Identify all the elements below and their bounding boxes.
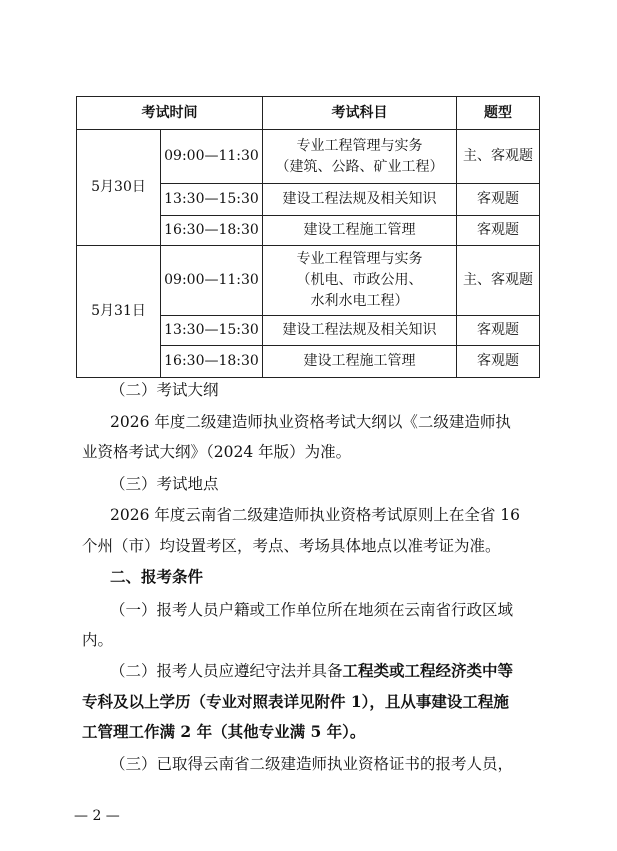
subject-line: 专业工程管理与实务 — [296, 251, 423, 267]
condition1-line1: （一）报考人员户籍或工作单位所在地须在云南省行政区域 — [110, 601, 514, 619]
subject-cell: 建设工程法规及相关知识 — [263, 184, 457, 216]
type-cell: 客观题 — [457, 346, 540, 378]
time-cell: 09:00—11:30 — [161, 130, 263, 184]
condition2-line3: 工管理工作满 2 年（其他专业满 5 年）。 — [82, 722, 366, 741]
syllabus-text-line2: 业资格考试大纲》（2024 年版）为准。 — [82, 443, 352, 461]
syllabus-text-line1: 2026 年度二级建造师执业资格考试大纲以《二级建造师执 — [110, 413, 511, 431]
condition3-line1: （三）已取得云南省二级建造师执业资格证书的报考人员， — [110, 755, 514, 773]
time-cell: 13:30—15:30 — [161, 184, 263, 216]
page-number: — 2 — — [74, 808, 120, 824]
conditions-heading: 二、报考条件 — [110, 567, 204, 586]
type-cell: 客观题 — [457, 184, 540, 216]
subject-line: （建筑、公路、矿业工程） — [275, 158, 444, 175]
subject-cell — [263, 130, 457, 184]
type-cell: 主、客观题 — [457, 246, 540, 316]
table-header-row — [77, 97, 540, 130]
subject-line: （机电、市政公用、 — [296, 272, 423, 288]
time-cell: 16:30—18:30 — [161, 346, 263, 378]
condition1-line2: 内。 — [82, 631, 114, 649]
subject-line: 水利水电工程） — [310, 293, 409, 309]
subject-cell: 建设工程施工管理 — [263, 216, 457, 246]
type-cell: 客观题 — [457, 316, 540, 346]
location-heading: （三）考试地点 — [110, 475, 219, 493]
location-text-line2: 个州（市）均设置考区，考点、考场具体地点以准考证为准。 — [82, 537, 501, 555]
condition2-line1-normal: （二）报考人员应遵纪守法并具备 — [110, 662, 343, 680]
condition2-line2: 专科及以上学历（专业对照表详见附件 1），且从事建设工程施 — [82, 692, 509, 711]
header-exam-time: 考试时间 — [77, 97, 263, 130]
table-row — [77, 246, 540, 316]
time-cell: 16:30—18:30 — [161, 216, 263, 246]
subject-cell — [263, 246, 457, 316]
syllabus-heading: （二）考试大纲 — [110, 381, 219, 399]
condition2-line1-bold: 工程类或工程经济类中等 — [342, 661, 514, 680]
date-cell: 5月31日 — [77, 246, 161, 378]
type-cell: 主、客观题 — [457, 130, 540, 184]
date-cell: 5月30日 — [77, 130, 161, 246]
subject-line: 专业工程管理与实务 — [296, 137, 423, 154]
exam-schedule-table — [76, 96, 540, 378]
type-cell: 客观题 — [457, 216, 540, 246]
table-row — [77, 130, 540, 184]
time-cell: 13:30—15:30 — [161, 316, 263, 346]
header-exam-subject: 考试科目 — [263, 97, 457, 130]
subject-cell: 建设工程法规及相关知识 — [263, 316, 457, 346]
time-cell: 09:00—11:30 — [161, 246, 263, 316]
subject-cell: 建设工程施工管理 — [263, 346, 457, 378]
location-text-line1: 2026 年度云南省二级建造师执业资格考试原则上在全省 16 — [110, 506, 521, 524]
condition2-line1 — [110, 656, 580, 686]
header-question-type: 题型 — [457, 97, 540, 130]
